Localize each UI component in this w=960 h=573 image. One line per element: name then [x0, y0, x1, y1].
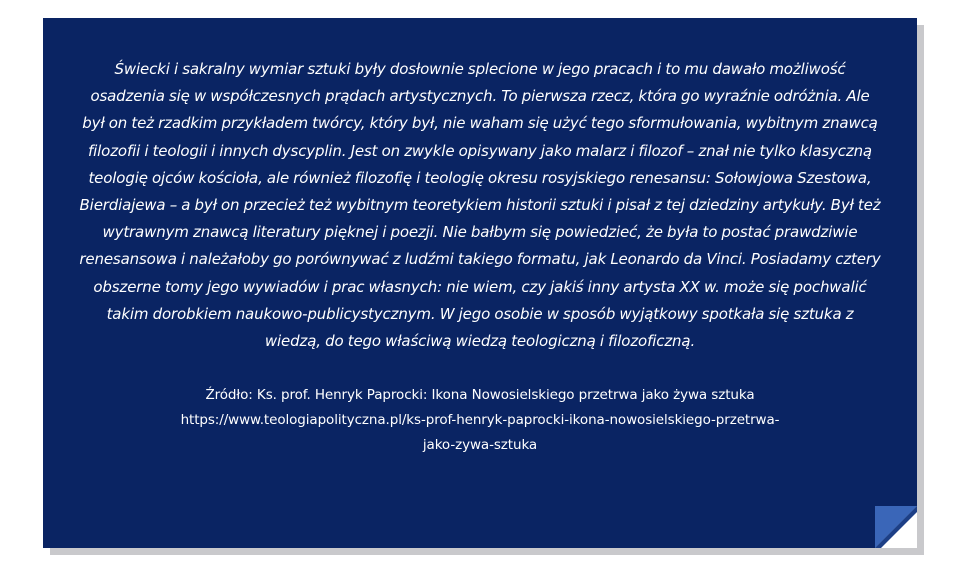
source-citation — [79, 383, 881, 458]
source-url-line-1: https://www.teologiapolityczna.pl/ks-prof-henryk-paprocki-ikona-nowosielskiego-przetrwa- — [180, 412, 780, 429]
page-curl-icon — [875, 506, 917, 548]
source-url-line-2: jako-zywa-sztuka — [422, 437, 538, 454]
source-line: Źródło: Ks. prof. Henryk Paprocki: Ikona Nowosielskiego przetrwa jako żywa sztuka — [205, 387, 755, 404]
quote-card — [43, 18, 917, 548]
quote-text: Świecki i sakralny wymiar sztuki były dosłownie splecione w jego pracach i to mu dawało możliwość osadzenia się w współczesnych prądach artystycznych. To pierwsza rzecz, która go wyraźnie odróżnia. Ale był on też rzadkim przykładem twórcy, który był, nie waham się użyć tego sformułowania, wybitnym znawcą filozofii i teologii i innych dyscyplin. Jest on zwykle opisywany jako malarz i filozof – znał nie tylko klasyczną teologię ojców kościoła, ale również filozofię i teologię okresu rosyjskiego renesansu: Sołowjowa Szestowa, Bierdiajewa – a był on przecież też wybitnym teoretykiem historii sztuki i pisał z tej dziedziny artykuły. Był też wytrawnym znawcą literatury pięknej i poezji. Nie bałbym się powiedzieć, że była to postać prawdziwie renesansowa i należałoby go porównywać z ludźmi takiego formatu, jak Leonardo da Vinci. Posiadamy cztery obszerne tomy jego wywiadów i prac własnych: nie wiem, czy jakiś inny artysta XX w. może się pochwalić takim dorobkiem naukowo-publicystycznym. W jego osobie w sposób wyjątkowy spotkała się sztuka z wiedzą, do tego właściwą wiedzą teologiczną i filozoficzną. — [79, 60, 881, 351]
